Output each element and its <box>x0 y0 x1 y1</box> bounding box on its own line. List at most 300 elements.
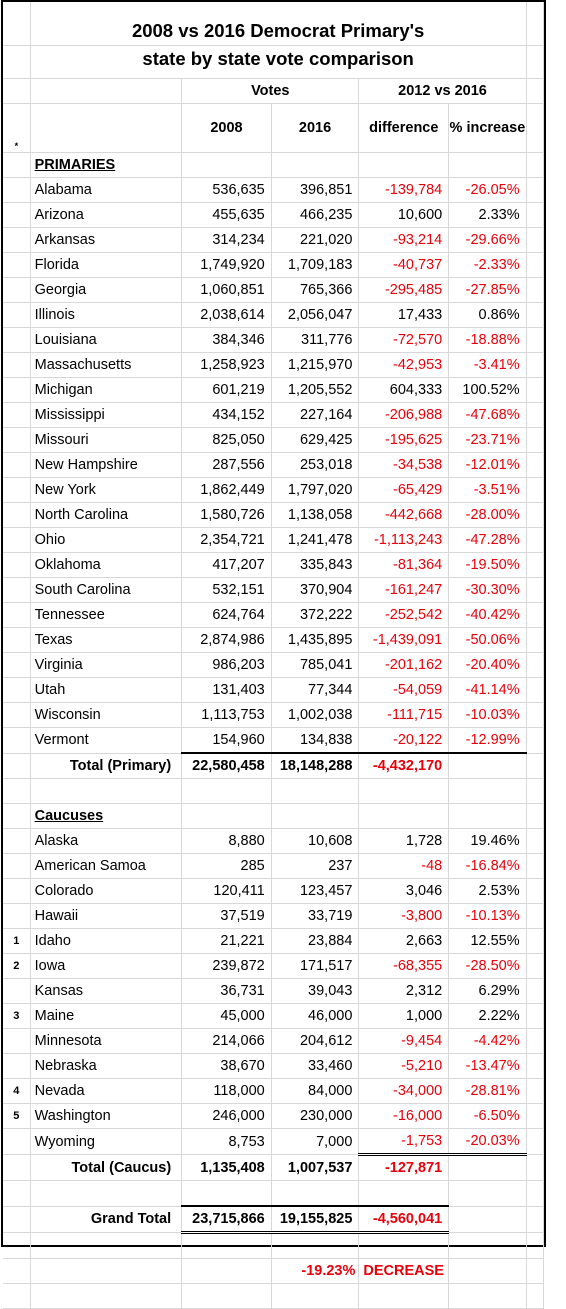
percent-value[interactable]: -28.00% <box>449 503 526 528</box>
percent-value[interactable]: -2.33% <box>449 253 526 278</box>
difference-value[interactable]: -201,162 <box>359 653 449 678</box>
votes-2016[interactable]: 134,838 <box>271 728 359 754</box>
votes-2008[interactable]: 1,258,923 <box>182 353 272 378</box>
empty-cell[interactable] <box>359 1284 449 1309</box>
footnote-marker[interactable] <box>3 578 30 603</box>
total-caucus-2016[interactable]: 1,007,537 <box>271 1155 359 1181</box>
empty-cell[interactable] <box>526 854 543 879</box>
empty-cell[interactable] <box>526 603 543 628</box>
percent-value[interactable]: 100.52% <box>449 378 526 403</box>
empty-cell[interactable] <box>30 104 182 153</box>
votes-2008[interactable]: 285 <box>182 854 272 879</box>
footnote-marker[interactable] <box>3 253 30 278</box>
empty-cell[interactable] <box>359 1233 449 1259</box>
state-name[interactable]: Nevada <box>30 1079 182 1104</box>
percent-value[interactable]: 2.53% <box>449 879 526 904</box>
votes-2008[interactable]: 1,749,920 <box>182 253 272 278</box>
votes-2016[interactable]: 39,043 <box>271 979 359 1004</box>
title-line-2[interactable]: state by state vote comparison <box>30 46 526 79</box>
percent-value[interactable]: -19.50% <box>449 553 526 578</box>
difference-value[interactable]: 2,663 <box>359 929 449 954</box>
empty-cell[interactable] <box>526 954 543 979</box>
empty-cell[interactable] <box>526 303 543 328</box>
empty-cell[interactable] <box>526 628 543 653</box>
difference-value[interactable]: -40,737 <box>359 253 449 278</box>
votes-2016[interactable]: 765,366 <box>271 278 359 303</box>
difference-header[interactable]: difference <box>359 104 449 153</box>
percent-value[interactable]: -23.71% <box>449 428 526 453</box>
state-name[interactable]: Michigan <box>30 378 182 403</box>
empty-cell[interactable] <box>271 1181 359 1207</box>
difference-value[interactable]: -81,364 <box>359 553 449 578</box>
percent-value[interactable]: -28.50% <box>449 954 526 979</box>
difference-value[interactable]: -42,953 <box>359 353 449 378</box>
total-caucus-label[interactable]: Total (Caucus) <box>30 1155 182 1181</box>
empty-cell[interactable] <box>449 1284 526 1309</box>
difference-value[interactable]: 10,600 <box>359 203 449 228</box>
votes-2008[interactable]: 45,000 <box>182 1004 272 1029</box>
state-name[interactable]: Vermont <box>30 728 182 754</box>
percent-value[interactable]: -26.05% <box>449 178 526 203</box>
votes-2008[interactable]: 131,403 <box>182 678 272 703</box>
percent-value[interactable]: 12.55% <box>449 929 526 954</box>
empty-cell[interactable] <box>449 153 526 178</box>
difference-value[interactable]: 1,728 <box>359 829 449 854</box>
empty-cell[interactable] <box>359 779 449 804</box>
state-name[interactable]: Virginia <box>30 653 182 678</box>
empty-cell[interactable] <box>526 328 543 353</box>
votes-2016[interactable]: 1,435,895 <box>271 628 359 653</box>
footnote-marker[interactable] <box>3 703 30 728</box>
percent-value[interactable]: -12.99% <box>449 728 526 754</box>
votes-header[interactable]: Votes <box>182 79 359 104</box>
votes-2008[interactable]: 154,960 <box>182 728 272 754</box>
state-name[interactable]: Texas <box>30 628 182 653</box>
difference-value[interactable]: 604,333 <box>359 378 449 403</box>
difference-value[interactable]: -252,542 <box>359 603 449 628</box>
state-name[interactable]: Tennessee <box>30 603 182 628</box>
difference-value[interactable]: -16,000 <box>359 1104 449 1129</box>
state-name[interactable]: Alabama <box>30 178 182 203</box>
votes-2016[interactable]: 23,884 <box>271 929 359 954</box>
empty-cell[interactable] <box>526 979 543 1004</box>
votes-2016[interactable]: 33,460 <box>271 1054 359 1079</box>
votes-2016[interactable]: 1,205,552 <box>271 378 359 403</box>
votes-2008[interactable]: 1,113,753 <box>182 703 272 728</box>
votes-2008[interactable]: 825,050 <box>182 428 272 453</box>
empty-cell[interactable] <box>526 678 543 703</box>
percent-value[interactable]: -50.06% <box>449 628 526 653</box>
row-marker-cell[interactable] <box>3 753 30 779</box>
col-2016-header[interactable]: 2016 <box>271 104 359 153</box>
empty-cell[interactable] <box>271 1233 359 1259</box>
empty-cell[interactable] <box>359 804 449 829</box>
votes-2016[interactable]: 230,000 <box>271 1104 359 1129</box>
empty-cell[interactable] <box>182 1233 272 1259</box>
footnote-marker[interactable]: 5 <box>3 1104 30 1129</box>
empty-cell[interactable] <box>30 1233 182 1259</box>
empty-cell[interactable] <box>449 1206 526 1233</box>
state-name[interactable]: New York <box>30 478 182 503</box>
votes-2008[interactable]: 1,580,726 <box>182 503 272 528</box>
difference-value[interactable]: -1,753 <box>359 1129 449 1155</box>
votes-2008[interactable]: 2,874,986 <box>182 628 272 653</box>
footnote-marker[interactable] <box>3 478 30 503</box>
difference-value[interactable]: -34,538 <box>359 453 449 478</box>
footnote-marker[interactable] <box>3 328 30 353</box>
percent-value[interactable]: -4.42% <box>449 1029 526 1054</box>
votes-2008[interactable]: 532,151 <box>182 578 272 603</box>
percent-value[interactable]: 2.22% <box>449 1004 526 1029</box>
votes-2016[interactable]: 370,904 <box>271 578 359 603</box>
empty-cell[interactable] <box>526 929 543 954</box>
votes-2016[interactable]: 1,138,058 <box>271 503 359 528</box>
percent-value[interactable]: 6.29% <box>449 979 526 1004</box>
empty-cell[interactable] <box>526 804 543 829</box>
footnote-marker[interactable] <box>3 503 30 528</box>
votes-2016[interactable]: 7,000 <box>271 1129 359 1155</box>
empty-cell[interactable] <box>526 503 543 528</box>
summary-label[interactable]: DECREASE <box>359 1259 449 1284</box>
footnote-marker[interactable] <box>3 603 30 628</box>
empty-cell[interactable] <box>449 1155 526 1181</box>
votes-2008[interactable]: 118,000 <box>182 1079 272 1104</box>
grand-total-2016[interactable]: 19,155,825 <box>271 1206 359 1233</box>
percent-value[interactable]: -3.51% <box>449 478 526 503</box>
votes-2016[interactable]: 123,457 <box>271 879 359 904</box>
percent-value[interactable]: -10.13% <box>449 904 526 929</box>
state-name[interactable]: Minnesota <box>30 1029 182 1054</box>
votes-2008[interactable]: 314,234 <box>182 228 272 253</box>
state-name[interactable]: Wyoming <box>30 1129 182 1155</box>
empty-cell[interactable] <box>271 804 359 829</box>
votes-2016[interactable]: 335,843 <box>271 553 359 578</box>
footnote-marker[interactable] <box>3 1029 30 1054</box>
row-marker-cell[interactable] <box>3 1284 30 1309</box>
grand-total-label[interactable]: Grand Total <box>30 1206 182 1233</box>
empty-cell[interactable] <box>526 653 543 678</box>
empty-cell[interactable] <box>526 79 543 104</box>
votes-2016[interactable]: 77,344 <box>271 678 359 703</box>
difference-value[interactable]: -3,800 <box>359 904 449 929</box>
footnote-marker[interactable] <box>3 628 30 653</box>
empty-cell[interactable] <box>271 779 359 804</box>
percent-value[interactable]: 0.86% <box>449 303 526 328</box>
difference-value[interactable]: -20,122 <box>359 728 449 754</box>
votes-2016[interactable]: 1,709,183 <box>271 253 359 278</box>
empty-cell[interactable] <box>526 453 543 478</box>
votes-2008[interactable]: 1,060,851 <box>182 278 272 303</box>
percent-value[interactable]: -6.50% <box>449 1104 526 1129</box>
difference-value[interactable]: -1,439,091 <box>359 628 449 653</box>
footnote-marker[interactable] <box>3 653 30 678</box>
footnote-marker[interactable] <box>3 1129 30 1155</box>
votes-2016[interactable]: 171,517 <box>271 954 359 979</box>
empty-cell[interactable] <box>526 879 543 904</box>
difference-value[interactable]: -1,113,243 <box>359 528 449 553</box>
footnote-marker[interactable] <box>3 353 30 378</box>
difference-value[interactable]: -68,355 <box>359 954 449 979</box>
votes-2016[interactable]: 396,851 <box>271 178 359 203</box>
primaries-section-label[interactable]: PRIMARIES <box>30 153 182 178</box>
votes-2008[interactable]: 384,346 <box>182 328 272 353</box>
percent-value[interactable]: -47.68% <box>449 403 526 428</box>
total-primary-difference[interactable]: -4,432,170 <box>359 753 449 779</box>
row-marker-cell[interactable] <box>3 1206 30 1233</box>
footnote-marker[interactable]: 3 <box>3 1004 30 1029</box>
state-name[interactable]: American Samoa <box>30 854 182 879</box>
empty-cell[interactable] <box>526 1206 543 1233</box>
footnote-marker[interactable] <box>3 854 30 879</box>
percent-value[interactable]: -28.81% <box>449 1079 526 1104</box>
difference-value[interactable]: -206,988 <box>359 403 449 428</box>
votes-2016[interactable]: 46,000 <box>271 1004 359 1029</box>
empty-cell[interactable] <box>526 1181 543 1207</box>
state-name[interactable]: Arizona <box>30 203 182 228</box>
empty-cell[interactable] <box>526 2 543 46</box>
difference-value[interactable]: -9,454 <box>359 1029 449 1054</box>
row-marker-cell[interactable] <box>3 1233 30 1259</box>
empty-cell[interactable] <box>182 779 272 804</box>
empty-cell[interactable] <box>449 1233 526 1259</box>
caucuses-section-label[interactable]: Caucuses <box>30 804 182 829</box>
row-marker-cell[interactable] <box>3 2 30 46</box>
empty-cell[interactable] <box>526 1284 543 1309</box>
empty-cell[interactable] <box>182 1284 272 1309</box>
percent-value[interactable]: 19.46% <box>449 829 526 854</box>
empty-cell[interactable] <box>30 1284 182 1309</box>
empty-cell[interactable] <box>526 1129 543 1155</box>
state-name[interactable]: Louisiana <box>30 328 182 353</box>
state-name[interactable]: Idaho <box>30 929 182 954</box>
footnote-marker[interactable] <box>3 728 30 754</box>
votes-2016[interactable]: 10,608 <box>271 829 359 854</box>
percent-value[interactable]: -27.85% <box>449 278 526 303</box>
difference-value[interactable]: -72,570 <box>359 328 449 353</box>
empty-cell[interactable] <box>526 428 543 453</box>
footnote-marker[interactable] <box>3 403 30 428</box>
votes-2008[interactable]: 239,872 <box>182 954 272 979</box>
state-name[interactable]: North Carolina <box>30 503 182 528</box>
difference-value[interactable]: -161,247 <box>359 578 449 603</box>
empty-cell[interactable] <box>526 178 543 203</box>
empty-cell[interactable] <box>526 104 543 153</box>
empty-cell[interactable] <box>30 1259 182 1284</box>
empty-cell[interactable] <box>526 253 543 278</box>
percent-value[interactable]: -40.42% <box>449 603 526 628</box>
votes-2016[interactable]: 221,020 <box>271 228 359 253</box>
percent-value[interactable]: -3.41% <box>449 353 526 378</box>
col-2008-header[interactable]: 2008 <box>182 104 272 153</box>
empty-cell[interactable] <box>526 1054 543 1079</box>
votes-2016[interactable]: 1,241,478 <box>271 528 359 553</box>
votes-2016[interactable]: 466,235 <box>271 203 359 228</box>
state-name[interactable]: Nebraska <box>30 1054 182 1079</box>
difference-value[interactable]: 2,312 <box>359 979 449 1004</box>
empty-cell[interactable] <box>182 804 272 829</box>
row-marker-cell[interactable] <box>3 1259 30 1284</box>
state-name[interactable]: Florida <box>30 253 182 278</box>
empty-cell[interactable] <box>526 1029 543 1054</box>
votes-2008[interactable]: 624,764 <box>182 603 272 628</box>
votes-2008[interactable]: 37,519 <box>182 904 272 929</box>
empty-cell[interactable] <box>526 403 543 428</box>
difference-value[interactable]: -65,429 <box>359 478 449 503</box>
total-primary-2016[interactable]: 18,148,288 <box>271 753 359 779</box>
empty-cell[interactable] <box>526 478 543 503</box>
footnote-marker[interactable]: 2 <box>3 954 30 979</box>
footnote-marker[interactable] <box>3 1054 30 1079</box>
total-primary-label[interactable]: Total (Primary) <box>30 753 182 779</box>
state-name[interactable]: Kansas <box>30 979 182 1004</box>
empty-cell[interactable] <box>359 1181 449 1207</box>
votes-2008[interactable]: 287,556 <box>182 453 272 478</box>
percent-value[interactable]: -16.84% <box>449 854 526 879</box>
empty-cell[interactable] <box>526 829 543 854</box>
difference-value[interactable]: -5,210 <box>359 1054 449 1079</box>
votes-2008[interactable]: 1,862,449 <box>182 478 272 503</box>
difference-value[interactable]: -442,668 <box>359 503 449 528</box>
footnote-marker[interactable] <box>3 528 30 553</box>
votes-2008[interactable]: 434,152 <box>182 403 272 428</box>
empty-cell[interactable] <box>526 353 543 378</box>
empty-cell[interactable] <box>449 753 526 779</box>
difference-value[interactable]: -48 <box>359 854 449 879</box>
state-name[interactable]: Maine <box>30 1004 182 1029</box>
votes-2008[interactable]: 986,203 <box>182 653 272 678</box>
votes-2008[interactable]: 2,354,721 <box>182 528 272 553</box>
footnote-marker[interactable] <box>3 428 30 453</box>
row-marker-cell[interactable] <box>3 79 30 104</box>
state-name[interactable]: Wisconsin <box>30 703 182 728</box>
empty-cell[interactable] <box>359 153 449 178</box>
percent-value[interactable]: -20.03% <box>449 1129 526 1155</box>
empty-cell[interactable] <box>526 46 543 79</box>
state-name[interactable]: Massachusetts <box>30 353 182 378</box>
empty-cell[interactable] <box>526 578 543 603</box>
footnote-marker[interactable]: 1 <box>3 929 30 954</box>
votes-2008[interactable]: 536,635 <box>182 178 272 203</box>
grand-total-difference[interactable]: -4,560,041 <box>359 1206 449 1233</box>
state-name[interactable]: Georgia <box>30 278 182 303</box>
empty-cell[interactable] <box>30 1181 182 1207</box>
percent-value[interactable]: -29.66% <box>449 228 526 253</box>
footnote-marker[interactable]: 4 <box>3 1079 30 1104</box>
empty-cell[interactable] <box>271 153 359 178</box>
votes-2016[interactable]: 1,002,038 <box>271 703 359 728</box>
state-name[interactable]: New Hampshire <box>30 453 182 478</box>
grand-total-2008[interactable]: 23,715,866 <box>182 1206 272 1233</box>
votes-2016[interactable]: 311,776 <box>271 328 359 353</box>
empty-cell[interactable] <box>30 779 182 804</box>
difference-value[interactable]: 3,046 <box>359 879 449 904</box>
row-marker-cell[interactable] <box>3 1155 30 1181</box>
title-line-1[interactable]: 2008 vs 2016 Democrat Primary's <box>30 2 526 46</box>
percent-value[interactable]: -13.47% <box>449 1054 526 1079</box>
difference-value[interactable]: -295,485 <box>359 278 449 303</box>
percent-value[interactable]: -41.14% <box>449 678 526 703</box>
state-name[interactable]: Hawaii <box>30 904 182 929</box>
percent-value[interactable]: -12.01% <box>449 453 526 478</box>
comparison-header[interactable]: 2012 vs 2016 <box>359 79 526 104</box>
footnote-marker[interactable] <box>3 303 30 328</box>
empty-cell[interactable] <box>449 804 526 829</box>
state-name[interactable]: Mississippi <box>30 403 182 428</box>
row-marker-cell[interactable] <box>3 46 30 79</box>
footnote-marker[interactable] <box>3 378 30 403</box>
state-name[interactable]: Utah <box>30 678 182 703</box>
votes-2008[interactable]: 2,038,614 <box>182 303 272 328</box>
difference-value[interactable]: -54,059 <box>359 678 449 703</box>
empty-cell[interactable] <box>526 278 543 303</box>
total-caucus-2008[interactable]: 1,135,408 <box>182 1155 272 1181</box>
empty-cell[interactable] <box>449 1181 526 1207</box>
empty-cell[interactable] <box>526 203 543 228</box>
empty-cell[interactable] <box>449 1259 526 1284</box>
votes-2016[interactable]: 84,000 <box>271 1079 359 1104</box>
votes-2008[interactable]: 120,411 <box>182 879 272 904</box>
empty-cell[interactable] <box>526 1155 543 1181</box>
empty-cell[interactable] <box>526 1104 543 1129</box>
votes-2016[interactable]: 227,164 <box>271 403 359 428</box>
state-name[interactable]: Ohio <box>30 528 182 553</box>
state-name[interactable]: South Carolina <box>30 578 182 603</box>
percent-value[interactable]: -30.30% <box>449 578 526 603</box>
percent-value[interactable]: -20.40% <box>449 653 526 678</box>
votes-2016[interactable]: 237 <box>271 854 359 879</box>
votes-2008[interactable]: 455,635 <box>182 203 272 228</box>
votes-2016[interactable]: 2,056,047 <box>271 303 359 328</box>
votes-2016[interactable]: 629,425 <box>271 428 359 453</box>
row-marker-cell[interactable] <box>3 153 30 178</box>
percent-value[interactable]: 2.33% <box>449 203 526 228</box>
difference-value[interactable]: -195,625 <box>359 428 449 453</box>
votes-2016[interactable]: 372,222 <box>271 603 359 628</box>
state-name[interactable]: Colorado <box>30 879 182 904</box>
empty-cell[interactable] <box>526 153 543 178</box>
votes-2008[interactable]: 214,066 <box>182 1029 272 1054</box>
empty-cell[interactable] <box>526 753 543 779</box>
votes-2008[interactable]: 417,207 <box>182 553 272 578</box>
row-marker-cell[interactable] <box>3 804 30 829</box>
state-name[interactable]: Alaska <box>30 829 182 854</box>
state-name[interactable]: Iowa <box>30 954 182 979</box>
empty-cell[interactable] <box>526 1233 543 1259</box>
total-primary-2008[interactable]: 22,580,458 <box>182 753 272 779</box>
votes-2016[interactable]: 1,797,020 <box>271 478 359 503</box>
empty-cell[interactable] <box>449 779 526 804</box>
empty-cell[interactable] <box>526 703 543 728</box>
votes-2016[interactable]: 1,215,970 <box>271 353 359 378</box>
votes-2016[interactable]: 253,018 <box>271 453 359 478</box>
footnote-marker[interactable] <box>3 979 30 1004</box>
difference-value[interactable]: 1,000 <box>359 1004 449 1029</box>
empty-cell[interactable] <box>182 153 272 178</box>
state-name[interactable]: Illinois <box>30 303 182 328</box>
footnote-marker[interactable] <box>3 904 30 929</box>
difference-value[interactable]: -34,000 <box>359 1079 449 1104</box>
row-marker-cell[interactable] <box>3 779 30 804</box>
votes-2008[interactable]: 38,670 <box>182 1054 272 1079</box>
empty-cell[interactable] <box>526 228 543 253</box>
row-marker-cell[interactable] <box>3 1181 30 1207</box>
votes-2008[interactable]: 21,221 <box>182 929 272 954</box>
percent-value[interactable]: -18.88% <box>449 328 526 353</box>
state-name[interactable]: Missouri <box>30 428 182 453</box>
state-name[interactable]: Oklahoma <box>30 553 182 578</box>
empty-cell[interactable] <box>526 1079 543 1104</box>
empty-cell[interactable] <box>30 79 182 104</box>
